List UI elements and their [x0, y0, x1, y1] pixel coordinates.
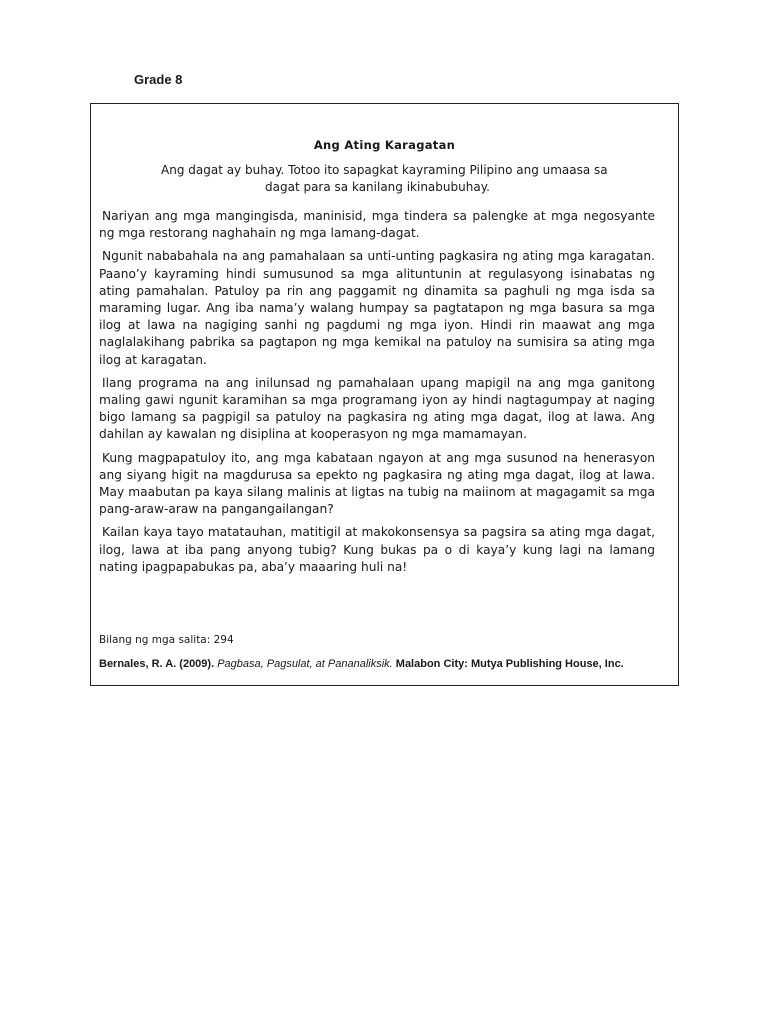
passage-title: Ang Ating Karagatan — [313, 138, 456, 152]
paragraph-5: Kailan kaya tayo matatauhan, matitigil at makokonsensya sa pagsira sa ating mga dagat, ilog, lawa at iba pang anyong tubig? Kung bukas pa o di kaya’y kung lagi na lamang nating ipagpapabukas pa, aba’y maaaring huli na! — [99, 525, 655, 574]
citation-author: Bernales, R. A. (2009). — [99, 658, 215, 670]
reading-passage-box — [90, 103, 679, 686]
citation — [99, 658, 624, 670]
passage-body — [99, 208, 655, 582]
paragraph-3: Ilang programa na ang inilunsad ng pamahalaan upang mapigil na ang mga ganitong maling gawi ngunit karamihan sa mga programang iyon ay hindi nagtagumpay at naging bigo lamang sa pagpigil sa patuloy na pagkasira ng ating mga dagat, ilog at lawa. Ang dahilan ay kawalan ng disiplina at kooperasyon ng mga mamamayan. — [99, 375, 655, 442]
citation-publisher: Malabon City: Mutya Publishing House, Inc. — [395, 658, 624, 670]
paragraph-4: Kung magpapatuloy ito, ang mga kabataan ngayon at ang mga susunod na henerasyon ang siyang higit na magdurusa sa epekto ng pagkasira ng ating mga dagat, ilog at lawa. May maabutan pa kaya silang malinis at ligtas na tubig na maiinom at magagamit sa mga pang-araw-araw na pangangailangan? — [99, 450, 655, 517]
word-count: Bilang ng mga salita: 294 — [99, 634, 234, 646]
citation-book-title: Pagbasa, Pagsulat, at Pananaliksik. — [217, 658, 393, 670]
intro-paragraph — [161, 162, 671, 196]
paragraph-1: Nariyan ang mga mangingisda, maninisid, mga tindera sa palengke at mga negosyante ng mga restorang naghahain ng mga lamang-dagat. — [99, 209, 655, 241]
intro-line-2: dagat para sa kanilang ikinabubuhay. — [265, 180, 490, 194]
paragraph-2: Ngunit nababahala na ang pamahalaan sa unti-unting pagkasira ng ating mga karagatan. Paano’y kayraming hindi sumusunod sa mga alituntunin at regulasyong isinabatas ng ating pamahalan. Patuloy pa rin ang paggamit ng dinamita sa paghuli ng mga isda sa maraming lugar. Ang iba nama’y walang humpay sa pagtatapon ng mga basura sa mga ilog at lawa na nagiging sanhi ng pagdumi ng mga iyon. Hindi rin maawat ang mga naglalakihang pabrika sa pagtapon ng mga kemikal na patuloy na sumisira sa ating mga ilog at karagatan. — [99, 249, 655, 367]
intro-line-1: Ang dagat ay buhay. Totoo ito sapagkat kayraming Pilipino ang umaasa sa — [161, 163, 608, 177]
grade-label: Grade 8 — [134, 72, 183, 87]
